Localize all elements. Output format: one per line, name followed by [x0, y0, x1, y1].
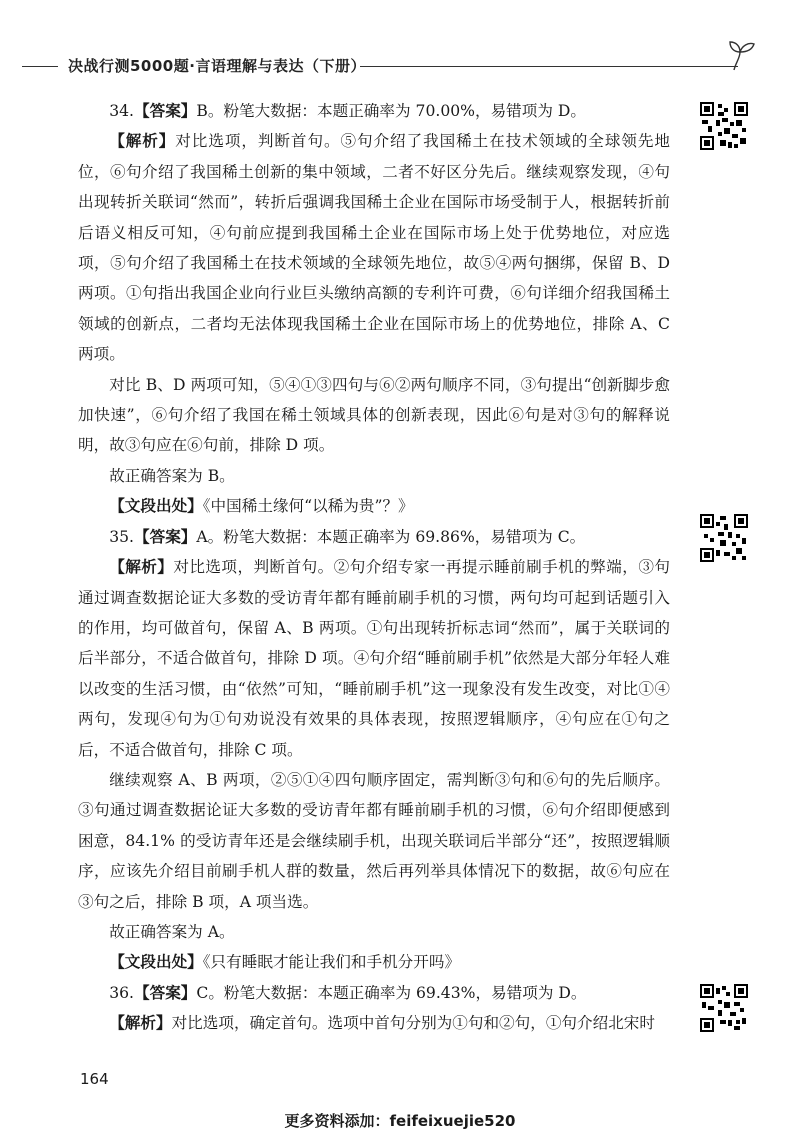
running-header — [0, 52, 760, 78]
book-title: 决战行测5000题·言语理解与表达（下册） — [68, 57, 366, 75]
answer-tag: 【答案】 — [134, 102, 197, 120]
sprout-icon — [726, 38, 756, 72]
page-number: 164 — [80, 1070, 109, 1088]
answer-tag: 【答案】 — [134, 527, 197, 546]
header-rule-right — [360, 66, 738, 67]
header-rule-left — [22, 66, 58, 67]
q36-analysis: 【解析】对比选项，确定首句。选项中首句分别为①句和②句，①句介绍北宋时 — [109, 1014, 655, 1033]
q35-analysis: 【解析】对比选项，判断首句。②句介绍专家一再提示睡前刷手机的弊端，③句通过调查数据论证大多数的受访青年都有睡前刷手机的习惯，两句均可起到话题引入的作用，均可做首句，保留 A、B 两项。①句出现转折标志词“然而”，属于关联词的后半部分，不适合做首句，排除 D 项。④句介绍“睡前刷手机”依然是大部分年轻人难以改变的生活习惯，由“依然”可知，“睡前刷手机”这一现象没有发生改变，对比①④两句，发现④句为①句劝说没有效果的具体表现，按照逻辑顺序，④句应在①句之后，不适合做首句，排除 C 项。 — [78, 558, 670, 759]
q35-source: 【文段出处】《只有睡眠才能让我们和手机分开吗》 — [109, 953, 461, 972]
qr-code-icon[interactable] — [700, 102, 748, 150]
source-tag: 【文段出处】 — [109, 497, 203, 516]
analysis-tag: 【解析】 — [109, 132, 176, 151]
source-tag: 【文段出处】 — [109, 953, 203, 972]
q35-answer: 35.【答案】A。粉笔大数据：本题正确率为 69.86%，易错项为 C。 — [109, 527, 586, 546]
q34-paragraph-2: 对比 B、D 两项可知，⑤④①③四句与⑥②两句顺序不同，③句提出“创新脚步愈加快速”，⑥句介绍了我国在稀土领域具体的创新表现，因此⑥句是对③句的解释说明，故③句应在⑥句前，排除 D 项。 — [78, 375, 670, 455]
q34-source: 【文段出处】《中国稀土缘何“以稀为贵”？》 — [109, 497, 414, 516]
footer-note: 更多资料添加：feifeixuejie520 — [284, 1112, 516, 1130]
q34-conclusion: 故正确答案为 B。 — [109, 466, 235, 485]
qr-code-icon[interactable] — [700, 984, 748, 1032]
qr-code-icon[interactable] — [700, 514, 748, 562]
analysis-tag: 【解析】 — [109, 558, 174, 577]
analysis-tag: 【解析】 — [109, 1014, 172, 1033]
answer-tag: 【答案】 — [134, 983, 197, 1002]
q35-paragraph-2: 继续观察 A、B 两项，②⑤①④四句顺序固定，需判断③句和⑥句的先后顺序。③句通过调查数据论证大多数的受访青年都有睡前刷手机的习惯，⑥句介绍即便感到困意，84.1% 的受访青年还是会继续刷手机，出现关联词后半部分“还”，按照逻辑顺序，应该先介绍目前刷手机人群的数量，然后再列举具体情况下的数据，故⑥句应在③句之后，排除 B 项，A 项当选。 — [78, 770, 670, 911]
q34-analysis: 【解析】对比选项，判断首句。⑤句介绍了我国稀土在技术领域的全球领先地位，⑥句介绍了我国稀土创新的集中领域，二者不好区分先后。继续观察发现，④句出现转折关联词“然而”，转折后强调我国稀土企业在国际市场受制于人，根据转折前后语义相反可知，④句前应提到我国稀土企业在国际市场上处于优势地位，对应选项，⑤句介绍了我国稀土在技术领域的全球领先地位，故⑤④两句捆绑，保留 B、D 两项。①句指出我国企业向行业巨头缴纳高额的专利许可费，⑥句详细介绍我国稀土领域的创新点，二者均无法体现我国稀土企业在国际市场上的优势地位，排除 A、C 两项。 — [78, 132, 670, 364]
q34-answer: 34.【答案】B。粉笔大数据：本题正确率为 70.00%，易错项为 D。 — [109, 102, 587, 120]
q36-answer: 36.【答案】C。粉笔大数据：本题正确率为 69.43%，易错项为 D。 — [109, 983, 587, 1002]
q35-conclusion: 故正确答案为 A。 — [109, 922, 235, 941]
page-content — [78, 96, 670, 1039]
